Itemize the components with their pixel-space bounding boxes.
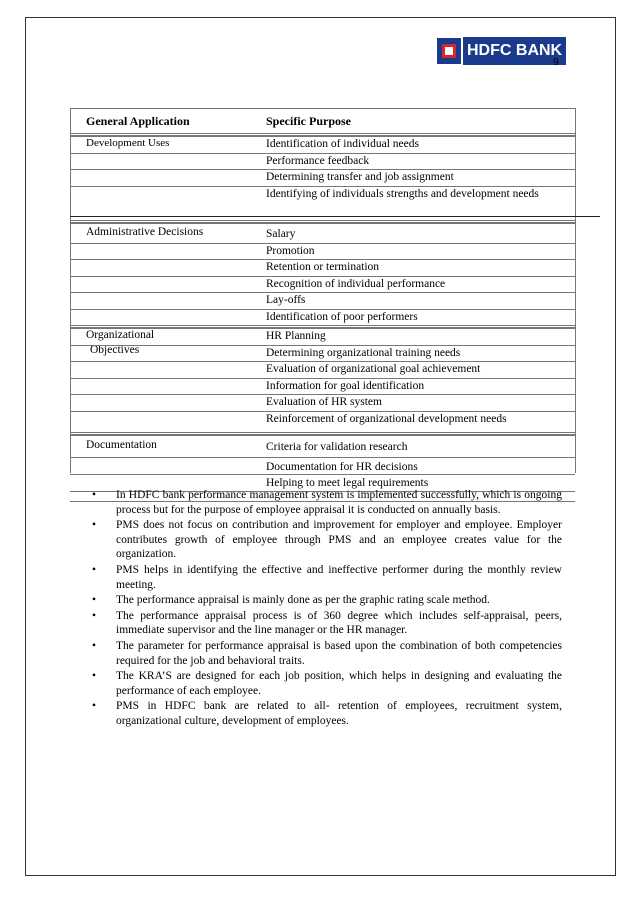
purpose-line: Determining organizational training needs bbox=[70, 345, 575, 362]
purpose-line: Performance feedback bbox=[70, 153, 575, 170]
general-cell: Documentation bbox=[86, 438, 157, 451]
purpose-line: Retention or termination bbox=[70, 259, 575, 276]
header-specific: Specific Purpose bbox=[266, 114, 351, 128]
general-cell: Objectives bbox=[90, 344, 140, 356]
list-item: • PMS in HDFC bank are related to all- retention of employees, recruitment system, organizational culture, development of employees. bbox=[92, 700, 562, 727]
list-item: • PMS helps in identifying the effective and ineffective performer during the monthly review meeting. bbox=[92, 563, 562, 591]
purpose-line: Salary bbox=[70, 223, 575, 243]
logo-text: HDFC BANK bbox=[463, 37, 566, 65]
table-group bbox=[70, 220, 575, 326]
purpose-line: Helping to meet legal requirements bbox=[70, 474, 575, 491]
general-cell: Organizational bbox=[86, 329, 155, 341]
header-general: General Application bbox=[86, 114, 190, 128]
purpose-line: HR Planning bbox=[70, 328, 575, 345]
general-cell: Administrative Decisions bbox=[86, 225, 204, 238]
list-item: • The performance appraisal process is of 360 degree which includes self-appraisal, peers, immediate supervisor and the line manager or the HR manager. bbox=[92, 609, 562, 637]
table-group bbox=[70, 133, 575, 218]
purpose-line: Information for goal identification bbox=[70, 378, 575, 395]
purpose-line: Recognition of individual performance bbox=[70, 276, 575, 293]
purpose-line: Reinforcement of organizational development needs bbox=[70, 411, 575, 429]
table-rule-line bbox=[70, 216, 600, 217]
purpose-line: Identifying of individuals strengths and development needs bbox=[70, 186, 575, 218]
hdfc-bank-logo bbox=[437, 37, 563, 65]
table-header-row bbox=[70, 108, 575, 133]
table-left-border bbox=[70, 108, 71, 473]
purpose-line: Evaluation of organizational goal achievement bbox=[70, 361, 575, 378]
table-right-border bbox=[575, 108, 576, 473]
list-item: • The parameter for performance appraisal is based upon the combination of both competencies required for the job and behavioral traits. bbox=[92, 639, 562, 667]
list-item: • PMS does not focus on contribution and improvement for employer and employee. Employer contributes growth of employee through PMS and an employee creates value for the organization. bbox=[92, 519, 562, 561]
list-item: • In HDFC bank performance management system is implemented successfully, which is ongoing process but for the purpose of employee appraisal it is conducted on annually basis. bbox=[92, 489, 562, 516]
purpose-line: Identification of poor performers bbox=[70, 309, 575, 326]
list-item: • The KRA’S are designed for each job position, which helps in designing and evaluating the performance of each employee. bbox=[92, 670, 562, 697]
purpose-line: Criteria for validation research bbox=[70, 435, 575, 457]
bullet-list bbox=[92, 488, 562, 730]
purpose-line: Identification of individual needs bbox=[70, 136, 575, 153]
purpose-table bbox=[70, 108, 575, 502]
purpose-line: Promotion bbox=[70, 243, 575, 260]
list-item: • The performance appraisal is mainly done as per the graphic rating scale method. bbox=[92, 594, 490, 607]
hdfc-logo-mark-icon bbox=[437, 38, 461, 64]
purpose-line: Evaluation of HR system bbox=[70, 394, 575, 411]
table-group bbox=[70, 325, 575, 429]
purpose-line: Documentation for HR decisions bbox=[70, 457, 575, 474]
purpose-line: Determining transfer and job assignment bbox=[70, 169, 575, 186]
general-cell: Development Uses bbox=[86, 137, 170, 149]
purpose-line: Lay-offs bbox=[70, 292, 575, 309]
page-number: 9 bbox=[553, 57, 559, 68]
